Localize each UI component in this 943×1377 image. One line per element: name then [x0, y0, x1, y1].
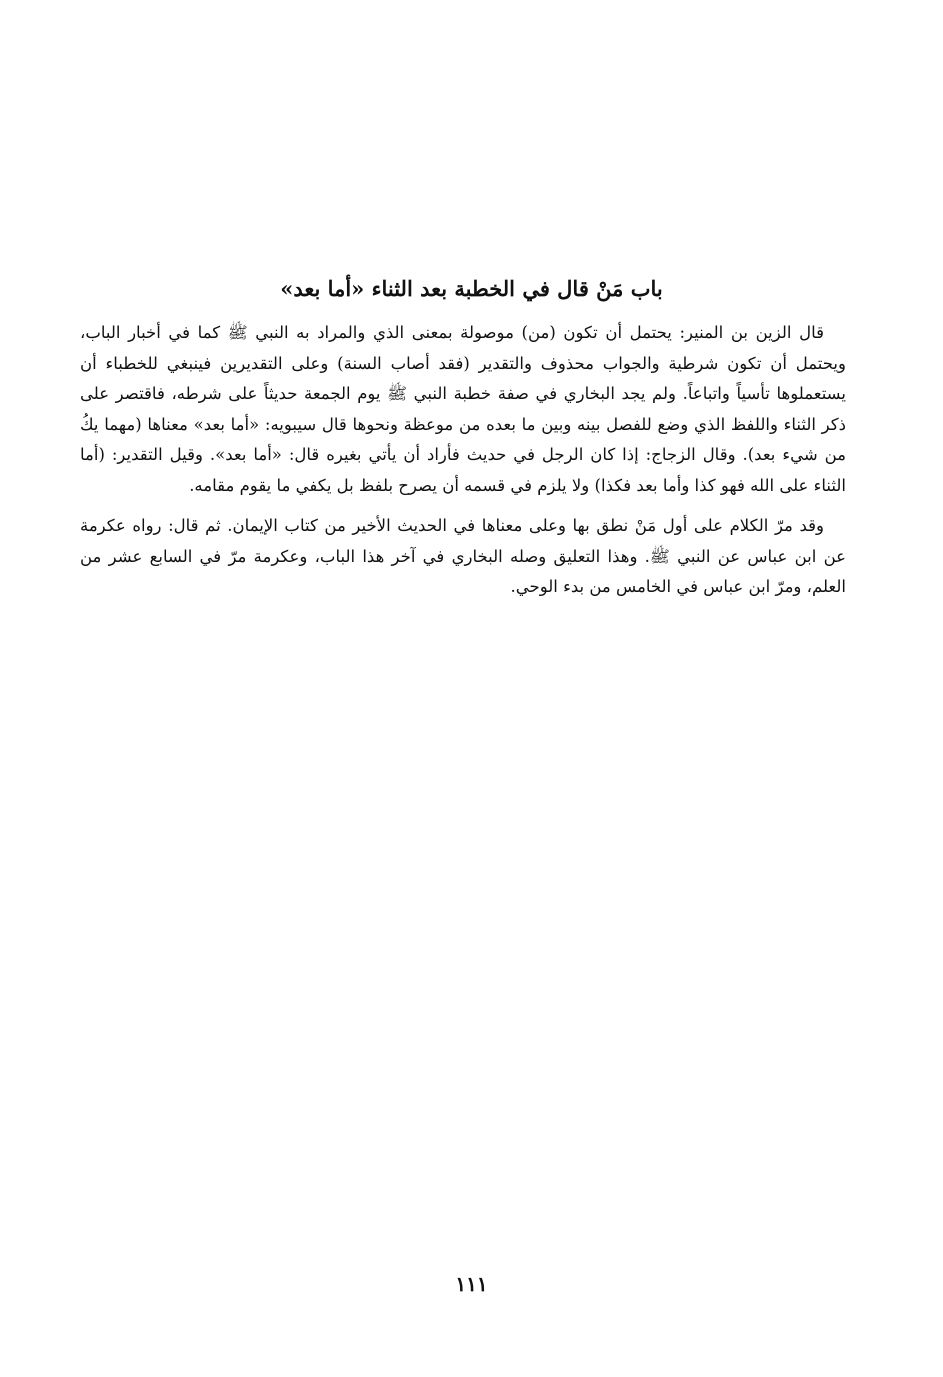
chapter-title: باب مَنْ قال في الخطبة بعد الثناء «أما بعد» [280, 276, 663, 301]
page-number: ١١١ [455, 1272, 488, 1296]
body-text [80, 318, 846, 603]
paragraph-1: قال الزين بن المنير: يحتمل أن تكون (من) موصولة بمعنى الذي والمراد به النبي ﷺ كما في أخبار الباب، ويحتمل أن تكون شرطية والجواب محذوف والتقدير (فقد أصاب السنة) وعلى التقديرين فينبغي للخطباء أن يستعملوها تأسياً واتباعاً. ولم يجد البخاري في صفة خطبة النبي ﷺ يوم الجمعة حديثاً على شرطه، فاقتصر على ذكر الثناء واللفظ الذي وضع للفصل بينه وبين ما بعده من موعظة ونحوها قال سيبويه: «أما بعد» معناها (مهما يكُ من شيء بعد). وقال الزجاج: إذا كان الرجل في حديث فأراد أن يأتي بغيره قال: «أما بعد». وقيل التقدير: (أما الثناء على الله فهو كذا وأما بعد فكذا) ولا يلزم في قسمه أن يصرح بلفظ بل يكفي ما يقوم مقامه. [80, 323, 846, 495]
paragraph-2: وقد مرّ الكلام على أول مَنْ نطق بها وعلى معناها في الحديث الأخير من كتاب الإيمان. ثم قال: رواه عكرمة عن ابن عباس عن النبي ﷺ. وهذا التعليق وصله البخاري في آخر هذا الباب، وعكرمة مرّ في السابع عشر من العلم، ومرّ ابن عباس في الخامس من بدء الوحي. [80, 516, 846, 596]
